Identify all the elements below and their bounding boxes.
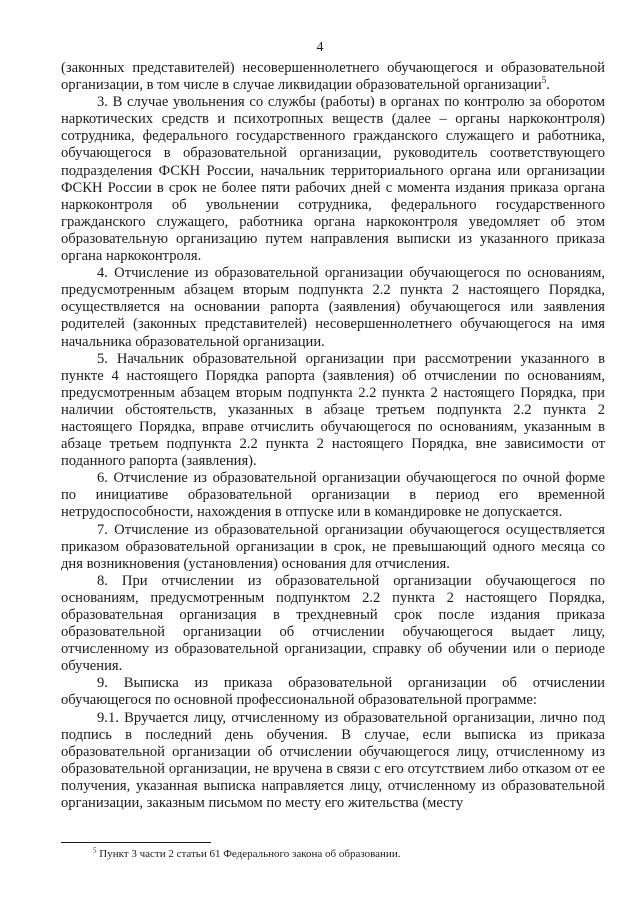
paragraph-item-9-1: 9.1. Вручается лицу, отчисленному из образовательной организации, лично под подпись в последний день обучения. В случае, если выписка из приказа образовательной организации об отчислении обучающегося лицу, отчисленному из образовательной организации, не вручена в связи с его отсутствием либо отказом от ее получения, указанная выписка направляется лицу, отчисленному из образовательной организации, заказным письмом по месту его жительства (месту (61, 709, 605, 812)
paragraph-item-9: 9. Выписка из приказа образовательной организации об отчислении обучающегося по основной профессиональной образовательной программе: (61, 675, 605, 709)
footnote-marker: 5 (93, 846, 97, 855)
document-body (61, 60, 605, 812)
paragraph-item-6: 6. Отчисление из образовательной организации обучающегося по очной форме по инициативе образовательной организации в период его временной нетрудоспособности, нахождения в отпуске или в командировке не допускается. (61, 470, 605, 521)
paragraph-continuation (61, 60, 605, 94)
paragraph-item-7: 7. Отчисление из образовательной организации обучающегося осуществляется приказом образовательной организации в срок, не превышающий одного месяца со дня возникновения (установления) основания для отчисления. (61, 521, 605, 572)
footnote (93, 848, 605, 861)
paragraph-item-5: 5. Начальник образовательной организации при рассмотрении указанного в пункте 4 настоящего Порядка рапорта (заявления) об отчислении по основаниям, предусмотренным абзацем вторым подпункта 2.2 пункта 2 настоящего Порядка, при наличии обстоятельств, указанных в абзаце третьем подпункта 2.2 пункта 2 настоящего Порядка, вправе отчислить обучающегося по основаниям, указанным в абзаце третьем подпункта 2.2 пункта 2 настоящего Порядка, вне зависимости от поданного рапорта (заявления). (61, 350, 605, 470)
paragraph-text: (законных представителей) несовершеннолетнего обучающегося и образовательной организации, в том числе в случае ликвидации образовательной организации (61, 60, 605, 94)
footnote-reference: 5 (541, 75, 547, 86)
page-number: 4 (316, 40, 324, 55)
paragraph-item-4: 4. Отчисление из образовательной организации обучающегося по основаниям, предусмотренным абзацем вторым подпункта 2.2 пункта 2 настоящего Порядка, осуществляется на основании рапорта (заявления) обучающегося или заявления родителей (законных представителей) несовершеннолетнего обучающегося на имя начальника образовательной организации. (61, 265, 605, 350)
paragraph-item-3: 3. В случае увольнения со службы (работы) в органах по контролю за оборотом наркотических средств и психотропных веществ (далее – органы наркоконтроля) сотрудника, федерального государственного гражданского служащего и работника, обучающегося в образовательной организации, руководитель соответствующего подразделения ФСКН России, начальник территориального органа или организации ФСКН России в срок не более пяти рабочих дней с момента издания приказа органа наркоконтроля об увольнении сотрудника, федерального государственного гражданского служащего, работника органа наркоконтроля уведомляет об этом образовательную организацию путем направления выписки из указанного приказа органа наркоконтроля. (61, 94, 605, 265)
footnote-text: Пункт 3 части 2 статьи 61 Федерального закона об образовании. (99, 848, 401, 860)
paragraph-item-8: 8. При отчислении из образовательной организации обучающегося по основаниям, предусмотренным подпунктом 2.2 пункта 2 настоящего Порядка, образовательная организация в трехдневный срок после издания приказа образовательной организации об отчислении обучающегося выдает лицу, отчисленному из образовательной организации, справку об обучении или о периоде обучения. (61, 572, 605, 675)
footnote-separator (61, 842, 211, 843)
paragraph-tail: . (546, 77, 550, 94)
